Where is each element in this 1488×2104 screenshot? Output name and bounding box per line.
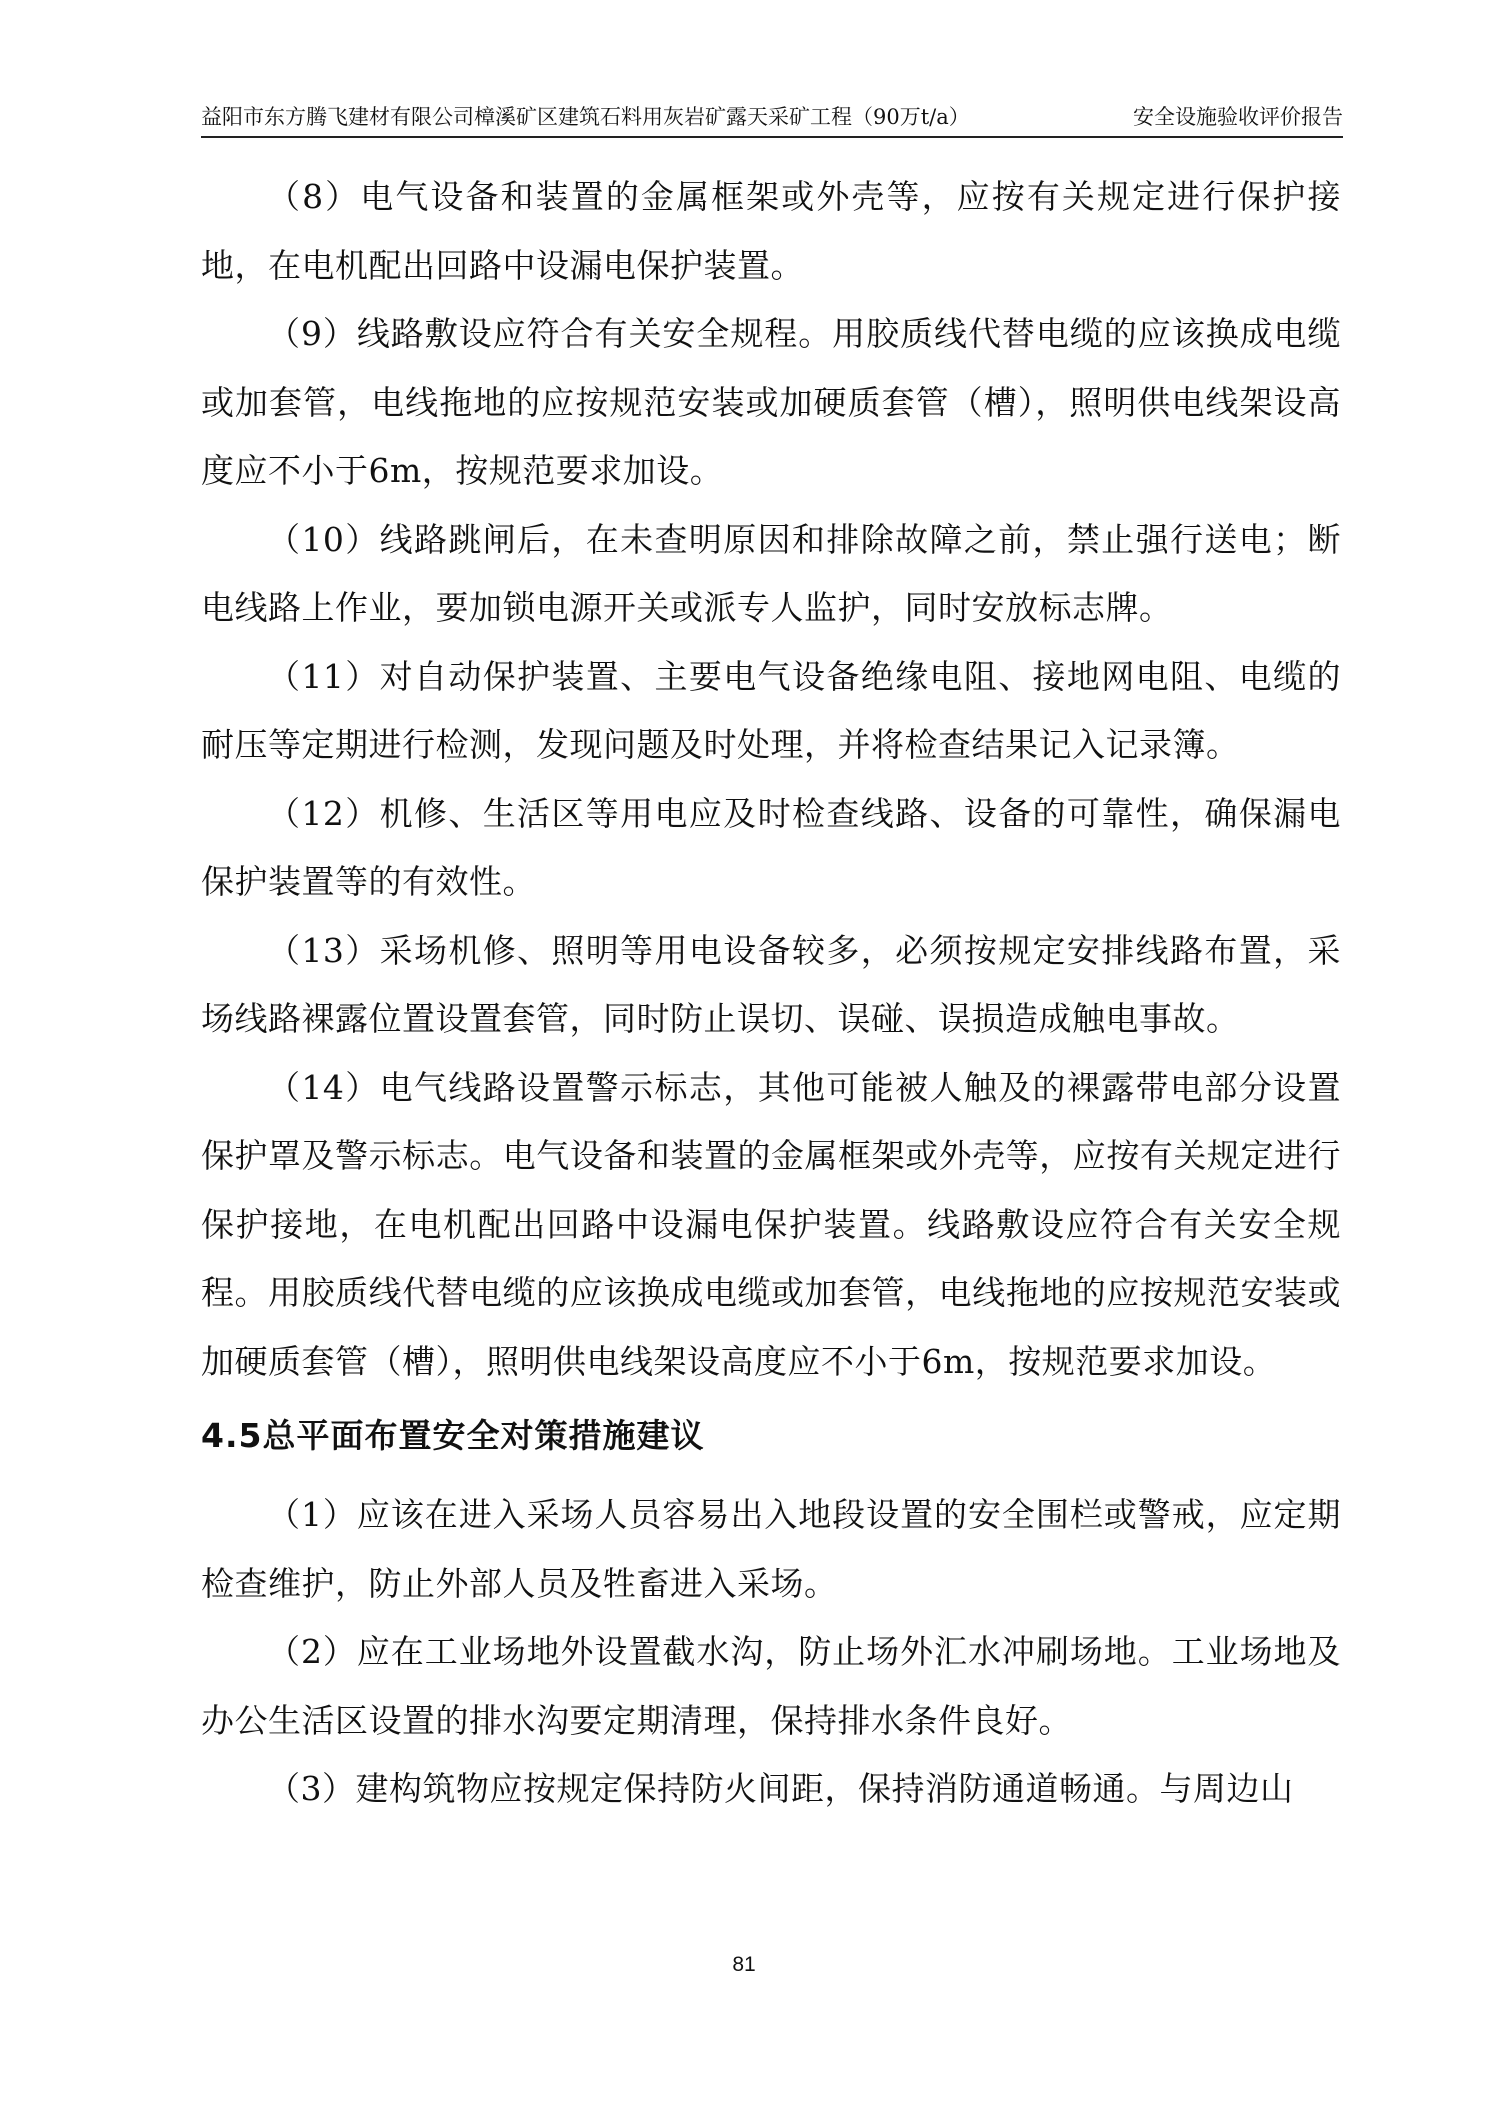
page-header (201, 100, 1343, 138)
paragraph-item-14: （14）电气线路设置警示标志，其他可能被人触及的裸露带电部分设置保护罩及警示标志。电气设备和装置的金属框架或外壳等，应按有关规定进行保护接地，在电机配出回路中设漏电保护装置。线路敷设应符合有关安全规程。用胶质线代替电缆的应该换成电缆或加套管，电线拖地的应按规范安装或加硬质套管（槽），照明供电线架设高度应不小于6m，按规范要求加设。 (201, 1067, 1341, 1381)
paragraph-layout-item-2: （2）应在工业场地外设置截水沟，防止场外汇水冲刷场地。工业场地及办公生活区设置的排水沟要定期清理，保持排水条件良好。 (201, 1632, 1341, 1740)
document-body (201, 163, 1341, 1824)
page-number: 81 (732, 1953, 756, 1976)
paragraph-item-8: （8）电气设备和装置的金属框架或外壳等，应按有关规定进行保护接地，在电机配出回路中设漏电保护装置。 (201, 177, 1341, 285)
paragraph-layout-item-1: （1）应该在进入采场人员容易出入地段设置的安全围栏或警戒，应定期检查维护，防止外部人员及牲畜进入采场。 (201, 1495, 1341, 1603)
paragraph-item-11: （11）对自动保护装置、主要电气设备绝缘电阻、接地网电阻、电缆的耐压等定期进行检测，发现问题及时处理，并将检查结果记入记录簿。 (201, 656, 1341, 764)
paragraph-item-13: （13）采场机修、照明等用电设备较多，必须按规定安排线路布置，采场线路裸露位置设置套管，同时防止误切、误碰、误损造成触电事故。 (201, 930, 1341, 1038)
header-report-project-title: 益阳市东方腾飞建材有限公司樟溪矿区建筑石料用灰岩矿露天采矿工程（90万t/a） (201, 105, 970, 129)
paragraph-item-9: （9）线路敷设应符合有关安全规程。用胶质线代替电缆的应该换成电缆或加套管，电线拖地的应按规范安装或加硬质套管（槽），照明供电线架设高度应不小于6m，按规范要求加设。 (201, 314, 1341, 490)
paragraph-item-10: （10）线路跳闸后，在未查明原因和排除故障之前，禁止强行送电；断电线路上作业，要加锁电源开关或派专人监护，同时安放标志牌。 (201, 519, 1341, 627)
paragraph-item-12: （12）机修、生活区等用电应及时检查线路、设备的可靠性，确保漏电保护装置等的有效性。 (201, 793, 1341, 901)
header-report-type: 安全设施验收评价报告 (1133, 105, 1343, 129)
paragraph-layout-item-3: （3）建构筑物应按规定保持防火间距，保持消防通道畅通。与周边山 (267, 1769, 1294, 1808)
section-heading: 4.5总平面布置安全对策措施建议 (201, 1416, 705, 1455)
